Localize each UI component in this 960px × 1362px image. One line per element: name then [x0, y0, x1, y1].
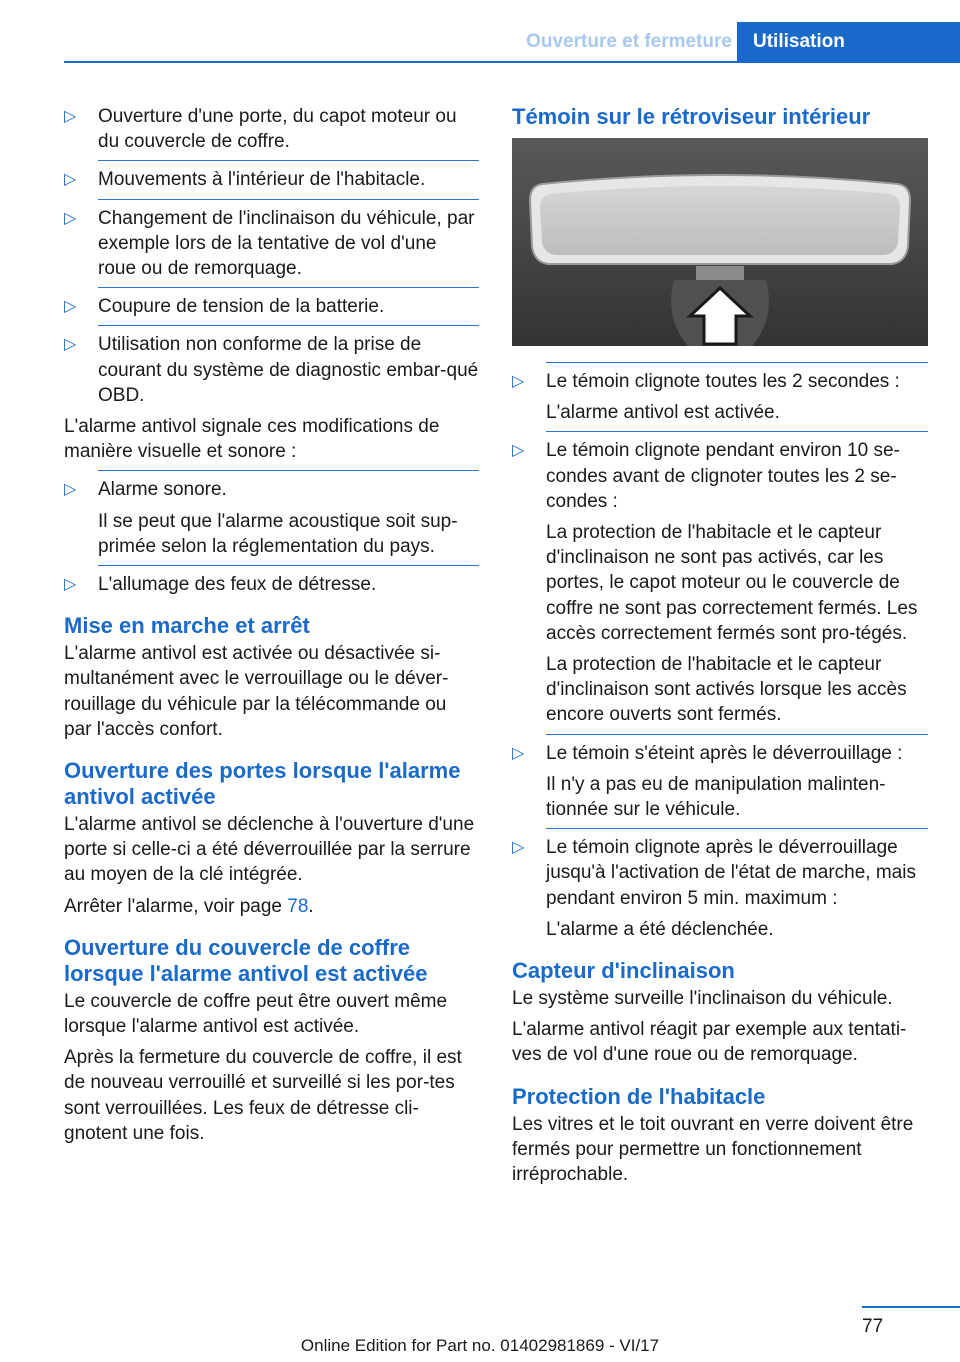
bullet-triangle-icon: ▷ [64, 336, 77, 354]
paragraph: Après la fermeture du couvercle de coffre, il est de nouveau verrouillé et surveillé si les por-tes sont verrouillées. Les feux de détresse cli-gnotent une fois. [64, 1047, 462, 1144]
heading-ouverture-coffre: Ouverture du couvercle de coffre lorsque l'alarme antivol est activée [64, 934, 428, 986]
list-divider [546, 431, 928, 432]
heading-capteur: Capteur d'inclinaison [512, 958, 735, 984]
list-divider [98, 199, 479, 200]
bullet-triangle-icon: ▷ [64, 481, 77, 499]
list-item-detail: La protection de l'habitacle et le capteur d'inclinaison sont activés lorsque les accès encore ouverts sont fermés. [546, 654, 907, 726]
rear-view-mirror-illustration [512, 138, 928, 346]
list-item: ▷ L'allumage des feux de détresse. [64, 572, 479, 597]
list-divider [98, 287, 479, 288]
signal-paragraph: L'alarme antivol signale ces modifications de manière visuelle et sonore : [64, 416, 440, 463]
paragraph: L'alarme antivol se déclenche à l'ouverture d'une porte si celle-ci a été déverrouillée par la serrure au moyen de la clé intégrée. [64, 814, 475, 886]
bullet-triangle-icon: ▷ [512, 442, 525, 460]
right-column [512, 104, 928, 1193]
list-item-detail: L'alarme a été déclenchée. [546, 918, 774, 940]
paragraph: Le couvercle de coffre peut être ouvert même lorsque l'alarme antivol est activée. [64, 990, 448, 1038]
list-divider [98, 565, 479, 566]
list-divider [546, 828, 928, 829]
bullet-triangle-icon: ▷ [64, 171, 77, 189]
list-divider [98, 470, 479, 471]
heading-ouverture-portes: Ouverture des portes lorsque l'alarme antivol activée [64, 758, 461, 810]
list-item: ▷ Utilisation non conforme de la prise de courant du système de diagnostic embar-qué OBD. [64, 334, 479, 406]
page-number-rule [862, 1306, 960, 1308]
paragraph: Les vitres et le toit ouvrant en verre doivent être fermés pour permettre un fonctionnement irréprochable. [512, 1113, 914, 1186]
paragraph-page-reference: Arrêter l'alarme, voir page 78. [64, 895, 314, 917]
signal-list [64, 470, 479, 597]
bullet-triangle-icon: ▷ [512, 744, 525, 762]
running-header-chapter: Utilisation [737, 22, 960, 62]
heading-habitacle: Protection de l'habitacle [512, 1083, 766, 1109]
paragraph: L'alarme antivol est activée ou désactivée si-multanément avec le verrouillage ou le déver-rouillage du véhicule par la télécommande ou par l'accès confort. [64, 643, 449, 740]
bullet-triangle-icon: ▷ [512, 373, 525, 390]
paragraph: Le système surveille l'inclinaison du véhicule. [512, 988, 893, 1010]
list-item: ▷ Ouverture d'une porte, du capot moteur ou du couvercle de coffre. [64, 106, 457, 153]
paragraph: L'alarme antivol réagit par exemple aux tentati-ves de vol d'une roue ou de remorquage. [512, 1019, 907, 1066]
page-link[interactable]: 78 [287, 895, 309, 917]
heading-temoin: Témoin sur le rétroviseur intérieur [512, 104, 871, 129]
list-item: ▷ Le témoin clignote après le déverrouillage jusqu'à l'activation de l'état de marche, mais pendant environ 5 min. maximum : [512, 837, 916, 909]
list-item-detail: Il se peut que l'alarme acoustique soit sup-primée selon la réglementation du pays. [98, 510, 458, 557]
header-rule [64, 61, 960, 63]
bullet-triangle-icon: ▷ [64, 576, 77, 594]
conditions-list [64, 104, 479, 408]
heading-mise-en-marche: Mise en marche et arrêt [64, 613, 310, 639]
running-header-section: Ouverture et fermeture [526, 31, 732, 52]
list-item-detail: L'alarme antivol est activée. [546, 402, 780, 424]
bullet-triangle-icon: ▷ [64, 298, 77, 316]
page-number: 77 [862, 1316, 884, 1337]
list-item: ▷ Le témoin clignote toutes les 2 secondes : [512, 369, 928, 394]
list-item: ▷ Coupure de tension de la batterie. [64, 294, 479, 319]
list-item: ▷ Mouvements à l'intérieur de l'habitacle. [64, 167, 479, 192]
footer-edition: Online Edition for Part no. 01402981869 - VI/17 [300, 1336, 660, 1355]
left-column [64, 104, 479, 1152]
list-divider [546, 734, 928, 735]
list-item: ▷ Le témoin clignote pendant environ 10 se-condes avant de clignoter toutes les 2 se-condes : [512, 440, 900, 512]
list-divider [98, 160, 479, 161]
list-divider [546, 362, 928, 363]
bullet-triangle-icon: ▷ [512, 839, 525, 857]
list-item: ▷ Le témoin s'éteint après le déverrouillage : [512, 741, 928, 766]
list-item: ▷ Changement de l'inclinaison du véhicule, par exemple lors de la tentative de vol d'une roue ou de remorquage. [64, 207, 475, 280]
list-divider [98, 325, 479, 326]
list-item-detail: Il n'y a pas eu de manipulation malinten-tionnée sur le véhicule. [546, 773, 886, 821]
indicator-list [512, 362, 928, 942]
list-item-detail: La protection de l'habitacle et le capteur d'inclinaison ne sont pas activés, car les portes, le capot moteur ou le couvercle de coffre ne sont pas correctement fermés. Les accès correctement fermés sont pro-tégés. [546, 522, 918, 644]
bullet-triangle-icon: ▷ [64, 209, 77, 227]
bullet-triangle-icon: ▷ [64, 108, 77, 125]
list-item: ▷ Alarme sonore. [64, 477, 479, 502]
